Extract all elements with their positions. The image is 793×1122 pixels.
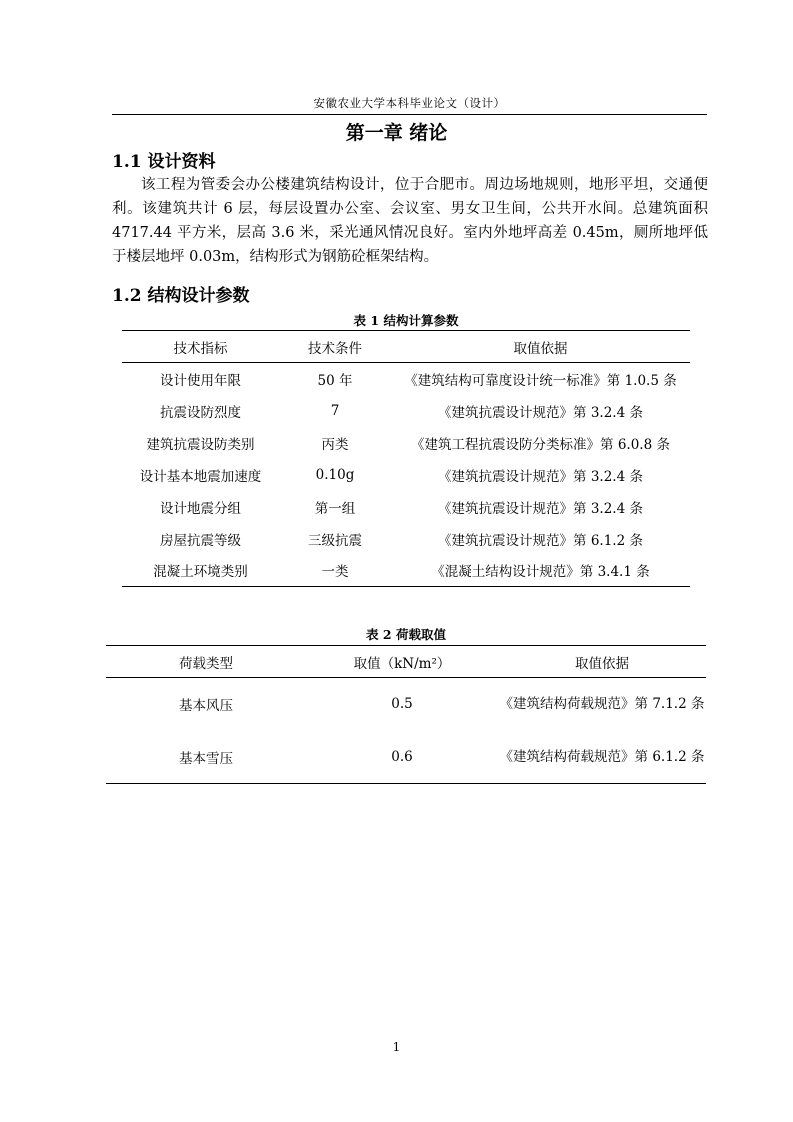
table-load-values [106, 645, 706, 784]
table-cell: 50 年 [317, 372, 353, 389]
table-cell: 一类 [321, 564, 349, 581]
table-cell: 《建筑抗震设计规范》第 6.1.2 条 [438, 532, 643, 549]
chapter-title: 第一章 绪论 [345, 122, 448, 144]
column-header: 荷载类型 [106, 646, 306, 678]
header-rule [112, 114, 707, 115]
table-row [122, 555, 690, 587]
table-row [122, 523, 690, 555]
table-cell: 设计地震分组 [160, 500, 241, 517]
table2-caption: 表 2 荷载取值 [366, 627, 446, 642]
table-row [122, 459, 690, 491]
table-row [122, 491, 690, 523]
table-cell: 第一组 [314, 500, 356, 517]
running-header: 安徽农业大学本科毕业论文（设计） [313, 96, 506, 110]
table-cell: 基本风压 [179, 698, 233, 715]
table-cell: 0.10g [315, 466, 355, 483]
column-header: 取值依据 [391, 331, 690, 363]
table-cell: 7 [330, 402, 340, 419]
section-heading-1-2: 1.2 结构设计参数 [112, 286, 250, 306]
page-number: 1 [392, 1040, 401, 1054]
table-cell: 《建筑结构荷载规范》第 7.1.2 条 [499, 696, 705, 713]
section-heading-1-1: 1.1 设计资料 [112, 152, 216, 172]
table-structural-parameters [122, 330, 690, 587]
table-cell: 《建筑抗震设计规范》第 3.2.4 条 [438, 500, 643, 517]
table-cell: 《建筑抗震设计规范》第 3.2.4 条 [438, 404, 643, 421]
column-header: 技术条件 [279, 331, 391, 363]
table-row [122, 363, 690, 395]
table-cell: 丙类 [321, 436, 349, 453]
table-header-row [122, 331, 690, 363]
table-cell: 《建筑结构荷载规范》第 6.1.2 条 [499, 748, 705, 765]
table-cell: 《建筑工程抗震设防分类标准》第 6.0.8 条 [411, 436, 670, 453]
table-row [122, 427, 690, 459]
column-header: 技术指标 [122, 331, 279, 363]
table-cell: 0.5 [391, 696, 413, 713]
table-cell: 基本雪压 [179, 750, 233, 767]
table-row [122, 395, 690, 427]
table-cell: 房屋抗震等级 [160, 532, 241, 549]
table-cell: 《建筑抗震设计规范》第 3.2.4 条 [438, 468, 643, 485]
column-header: 取值（kN/m²） [306, 646, 498, 678]
table-cell: 设计基本地震加速度 [139, 468, 262, 485]
table-header-row [106, 646, 706, 678]
column-header: 取值依据 [498, 646, 706, 678]
table-cell: 《混凝土结构设计规范》第 3.4.1 条 [431, 564, 650, 581]
table-cell: 0.6 [391, 748, 413, 765]
table-cell: 混凝土环境类别 [153, 564, 248, 581]
table1-caption: 表 1 结构计算参数 [353, 313, 459, 328]
table-row [106, 731, 706, 784]
table-cell: 抗震设防烈度 [160, 404, 241, 421]
table-row [106, 678, 706, 731]
table-cell: 建筑抗震设防类别 [146, 436, 255, 453]
table-cell: 三级抗震 [308, 532, 362, 549]
table-cell: 设计使用年限 [160, 372, 241, 389]
table-cell: 《建筑结构可靠度设计统一标准》第 1.0.5 条 [404, 372, 677, 389]
intro-paragraph-text: 该工程为管委会办公楼建筑结构设计，位于合肥市。周边场地规则，地形平坦，交通便利。该建筑共计 6 层，每层设置办公室、会议室、男女卫生间，公共开水间。总建筑面积 4717.44 平方米，层高 3.6 米，采光通风情况良好。室内外地坪高差 0.45m，厕所地坪低于楼层地坪 0.03m，结构形式为钢筋砼框架结构。 [112, 177, 708, 265]
intro-paragraph [112, 173, 708, 269]
